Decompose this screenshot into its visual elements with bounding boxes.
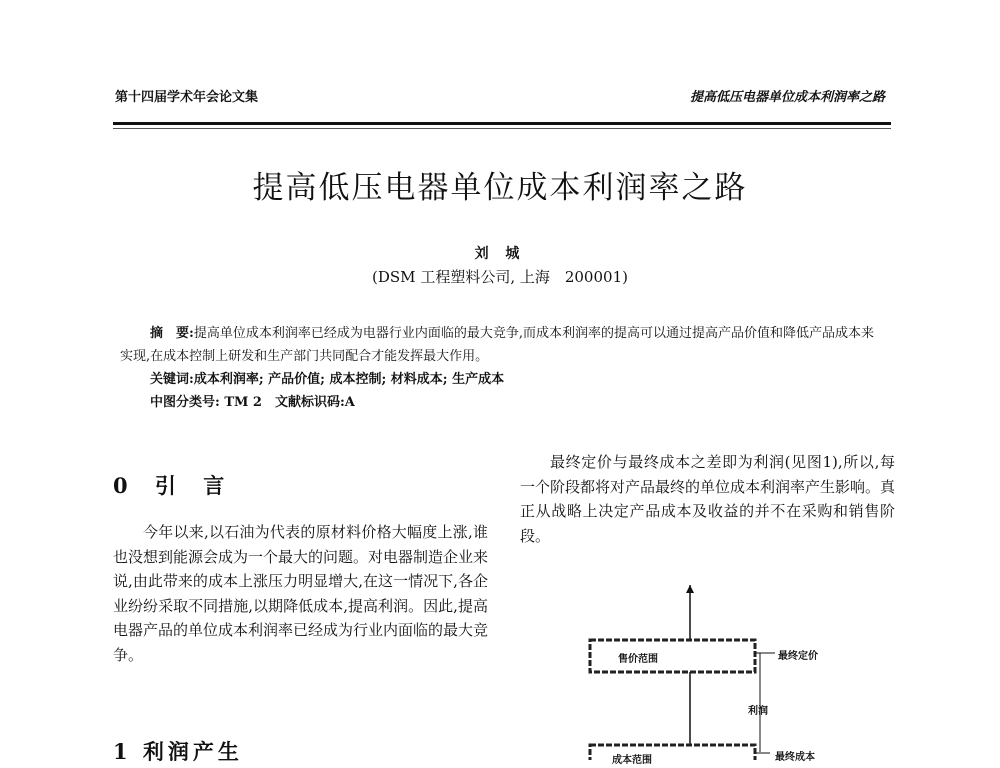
introduction-paragraph: 今年以来,以石油为代表的原材料价格大幅度上涨,谁也没想到能源会成为一个最大的问题。对电器制造企业来说,由此带来的成本上涨压力明显增大,在这一情况下,各企业纷纷采取不同措施,以期降低成本,提高利润。因此,提高电器产品的单位成本利润率已经成为行业内面临的最大竞争。	[113, 523, 489, 664]
axis-arrow-head	[686, 585, 694, 593]
header-rule-thick	[113, 122, 891, 125]
keywords-text: 成本利润率; 产品价值; 成本控制; 材料成本; 生产成本	[193, 372, 505, 387]
keywords-label: 关键词:	[150, 372, 194, 387]
keywords-line	[120, 368, 880, 391]
figure-label-final-price: 最终定价	[778, 651, 818, 662]
header-rule-thin	[113, 128, 891, 129]
left-column	[113, 470, 489, 764]
right-column	[520, 450, 895, 548]
figure-label-final-cost: 最终成本	[775, 752, 815, 763]
section-heading-introduction: 0 引 言	[113, 473, 235, 498]
figure-1	[560, 585, 860, 766]
author-affiliation: (DSM 工程塑料公司, 上海 200001)	[372, 268, 628, 286]
classification-line: 中图分类号: TM 2 文献标识码:A	[150, 395, 355, 410]
right-column-paragraph: 最终定价与最终成本之差即为利润(见图1),所以,每一个阶段都将对产品最终的单位成本利润率产生影响。真正从战略上决定产品成本及收益的并不在采购和销售阶段。	[520, 453, 896, 545]
figure-label-profit: 利润	[748, 706, 768, 717]
running-header-left: 第十四届学术年会论文集	[115, 90, 259, 105]
price-range-box	[590, 640, 755, 672]
abstract-paragraph	[120, 322, 880, 368]
figure-box-price-range: 售价范围	[618, 654, 658, 665]
abstract-block	[120, 322, 880, 414]
author-name: 刘 城	[474, 246, 526, 262]
section-heading-profit: 1 利润产生	[113, 739, 243, 764]
abstract-label: 摘 要:	[150, 326, 194, 341]
running-header-right: 提高低压电器单位成本利润率之路	[689, 90, 885, 105]
figure-box-cost-range: 成本范围	[612, 755, 652, 766]
abstract-text: 提高单位成本利润率已经成为电器行业内面临的最大竞争,而成本利润率的提高可以通过提高产品价值和降低产品成本来实现,在成本控制上研发和生产部门共同配合才能发挥最大作用。	[120, 326, 874, 364]
figure-1-diagram	[560, 585, 860, 760]
paper-title: 提高低压电器单位成本利润率之路	[252, 170, 748, 206]
